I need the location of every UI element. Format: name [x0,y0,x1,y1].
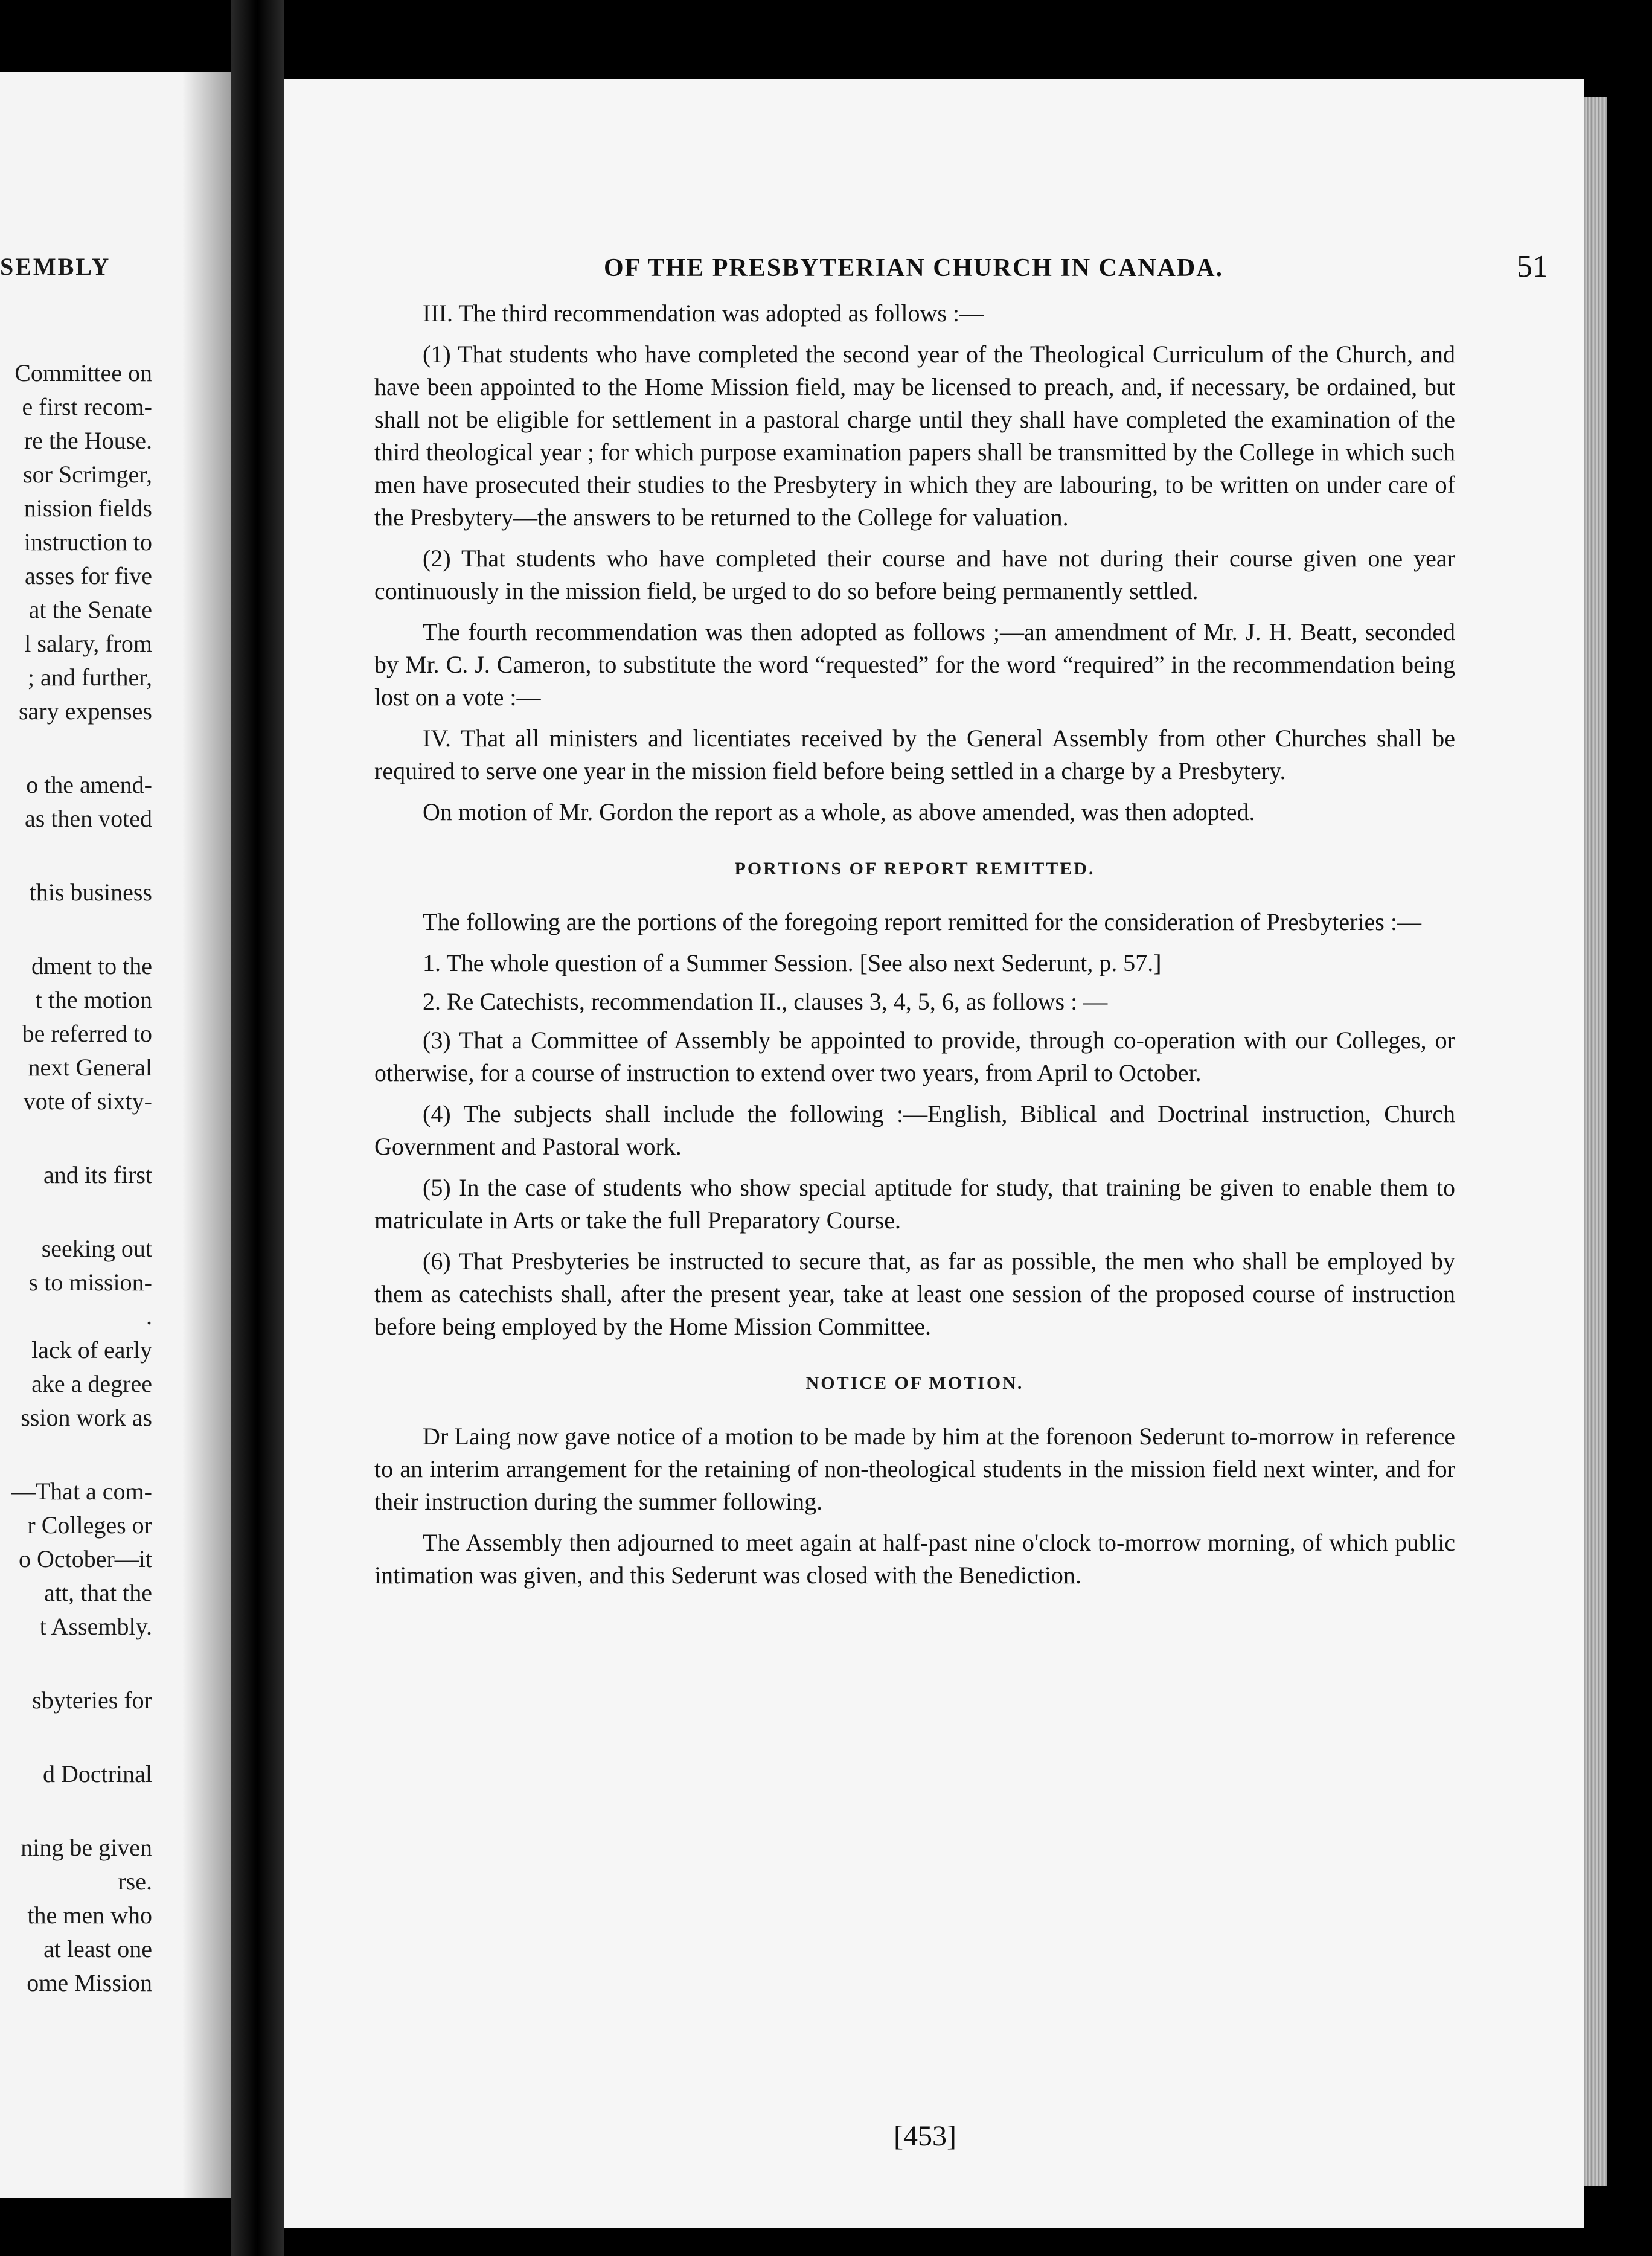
left-page-line: t the motion [35,986,152,1013]
left-page-line: at the Senate [28,596,152,623]
left-page-line: rse. [118,1868,152,1895]
left-gutter-shadow [182,72,231,2198]
paragraph-clause-2: (2) That students who have completed their course and have not during their course given one year continuously in the mission field, be urged to do so before being permanently settled. [374,545,1455,604]
paragraph-adjournment: The Assembly then adjourned to meet again at half-past nine o'clock to-morrow morning, of which public intimation was given, and this Sederunt was closed with the Benediction. [374,1529,1455,1589]
left-page-line: e first recom- [22,393,152,420]
running-head: OF THE PRESBYTERIAN CHURCH IN CANADA. [604,254,1224,282]
left-page-line: at least one [43,1935,152,1963]
list-item-catechists: 2. Re Catechists, recommendation II., clauses 3, 4, 5, 6, as follows : — [423,988,1108,1015]
section-heading-notice: NOTICE OF MOTION. [805,1373,1024,1393]
paragraph-remitted-intro: The following are the portions of the foregoing report remitted for the consideration of Presbyteries :— [423,908,1421,935]
left-page-line [11,1717,152,1757]
paragraph-notice-of-motion: Dr Laing now gave notice of a motion to be made by him at the forenoon Sederunt to-morrow in reference to an interim arrangement for the retaining of non-theological students in the mission field next winter, and for their instruction during the summer following. [374,1423,1455,1515]
body-text [374,297,1455,1600]
left-page [0,72,231,2198]
left-page-line: ; and further, [27,664,152,691]
paragraph-clause-1: (1) That students who have completed the second year of the Theological Curriculum of the Church, and have been appointed to the Home Mission field, may be licensed to preach, and, if necessary, be ordained, but shall not be eligible for settlement in a pastoral charge until they shall have completed the examination of the third theological year ; for which purpose examination papers shall be transmitted by the College in which such men have prosecuted their studies to the Presbytery in which they are labouring, to be written on under care of the Presbytery—the answers to be returned to the College for valuation. [374,341,1455,531]
book-gutter [231,0,284,2256]
left-page-line [11,1644,152,1684]
left-page-line: ome Mission [27,1969,152,1996]
left-page-line: be referred to [22,1020,152,1047]
left-page-line [11,1791,152,1831]
left-page-line: s to mission- [28,1269,152,1296]
left-page-line: next General [28,1054,152,1081]
left-page-line: Committee on [14,359,152,386]
left-page-line: as then voted [24,805,152,832]
left-page-line: o October—it [18,1545,152,1572]
right-page [284,79,1584,2228]
left-page-line: lack of early [31,1336,152,1364]
left-page-line [11,1435,152,1475]
left-page-line: t Assembly. [39,1613,152,1640]
left-page-line: ake a degree [31,1370,152,1397]
left-page-line: sor Scrimger, [23,461,152,488]
left-page-line: the men who [27,1902,152,1929]
left-page-line: and its first [43,1161,152,1188]
left-page-line [11,1118,152,1158]
left-page-line [11,909,152,949]
paragraph-clause-3: (3) That a Committee of Assembly be appointed to provide, through co-operation with our Colleges, or otherwise, for a course of instruction to extend over two years, from April to October. [374,1027,1455,1086]
left-page-line: asses for five [24,562,152,589]
left-page-line: ssion work as [21,1404,152,1431]
left-page-line: r Colleges or [27,1511,152,1539]
left-page-line: ning be given [21,1834,152,1861]
left-page-line: this business [29,879,152,906]
paragraph-clause-5: (5) In the case of students who show special aptitude for study, that training be given to enable them to matriculate in Arts or take the full Preparatory Course. [374,1174,1455,1234]
section-heading-remitted: PORTIONS OF REPORT REMITTED. [734,859,1095,879]
left-page-line: d Doctrinal [42,1760,152,1787]
paragraph-fourth-recommendation: The fourth recommendation was then adopted as follows ;—an amendment of Mr. J. H. Beatt, seconded by Mr. C. J. Cameron, to substitute the word “requested” for the word “required” in the recommendation being lost on a vote :— [374,618,1455,711]
left-page-line: vote of sixty- [23,1088,152,1115]
folio-number: [453] [894,2120,956,2152]
page-stack-edge [1584,97,1607,2186]
paragraph-recommendation-iv: IV. That all ministers and licentiates received by the General Assembly from other Churches shall be required to serve one year in the mission field before being settled in a charge by a Presbytery. [374,725,1455,784]
paragraph-report-adopted: On motion of Mr. Gordon the report as a whole, as above amended, was then adopted. [423,798,1255,825]
left-running-head: SEMBLY [0,253,111,280]
left-page-line: o the amend- [26,771,152,798]
scan-background [1607,0,1652,2256]
paragraph-recommendation-iii: III. The third recommendation was adopted as follows :— [423,300,984,327]
left-page-line: l salary, from [24,630,152,657]
left-page-line: . [146,1303,152,1330]
left-page-line: att, that the [44,1579,152,1606]
list-item-summer-session: 1. The whole question of a Summer Session. [See also next Sederunt, p. 57.] [423,949,1162,976]
left-page-line: nission fields [24,495,152,522]
left-page-line: sbyteries for [32,1687,152,1714]
left-page-line: —That a com- [11,1478,152,1505]
left-page-line: sary expenses [18,697,152,725]
left-page-lines [11,356,152,2000]
left-page-line: instruction to [24,528,152,556]
left-page-line [11,1192,152,1232]
paragraph-clause-4: (4) The subjects shall include the following :—English, Biblical and Doctrinal instruction, Church Government and Pastoral work. [374,1100,1455,1160]
left-page-line: seeking out [41,1235,152,1262]
paragraph-clause-6: (6) That Presbyteries be instructed to secure that, as far as possible, the men who shall be employed by them as catechists shall, after the present year, take at least one session of the proposed course of instruction before being employed by the Home Mission Committee. [374,1248,1455,1340]
left-page-line [11,728,152,768]
left-page-line: dment to the [31,952,152,979]
left-page-line [11,836,152,876]
page-number: 51 [1517,249,1548,284]
left-page-line: re the House. [24,427,152,454]
